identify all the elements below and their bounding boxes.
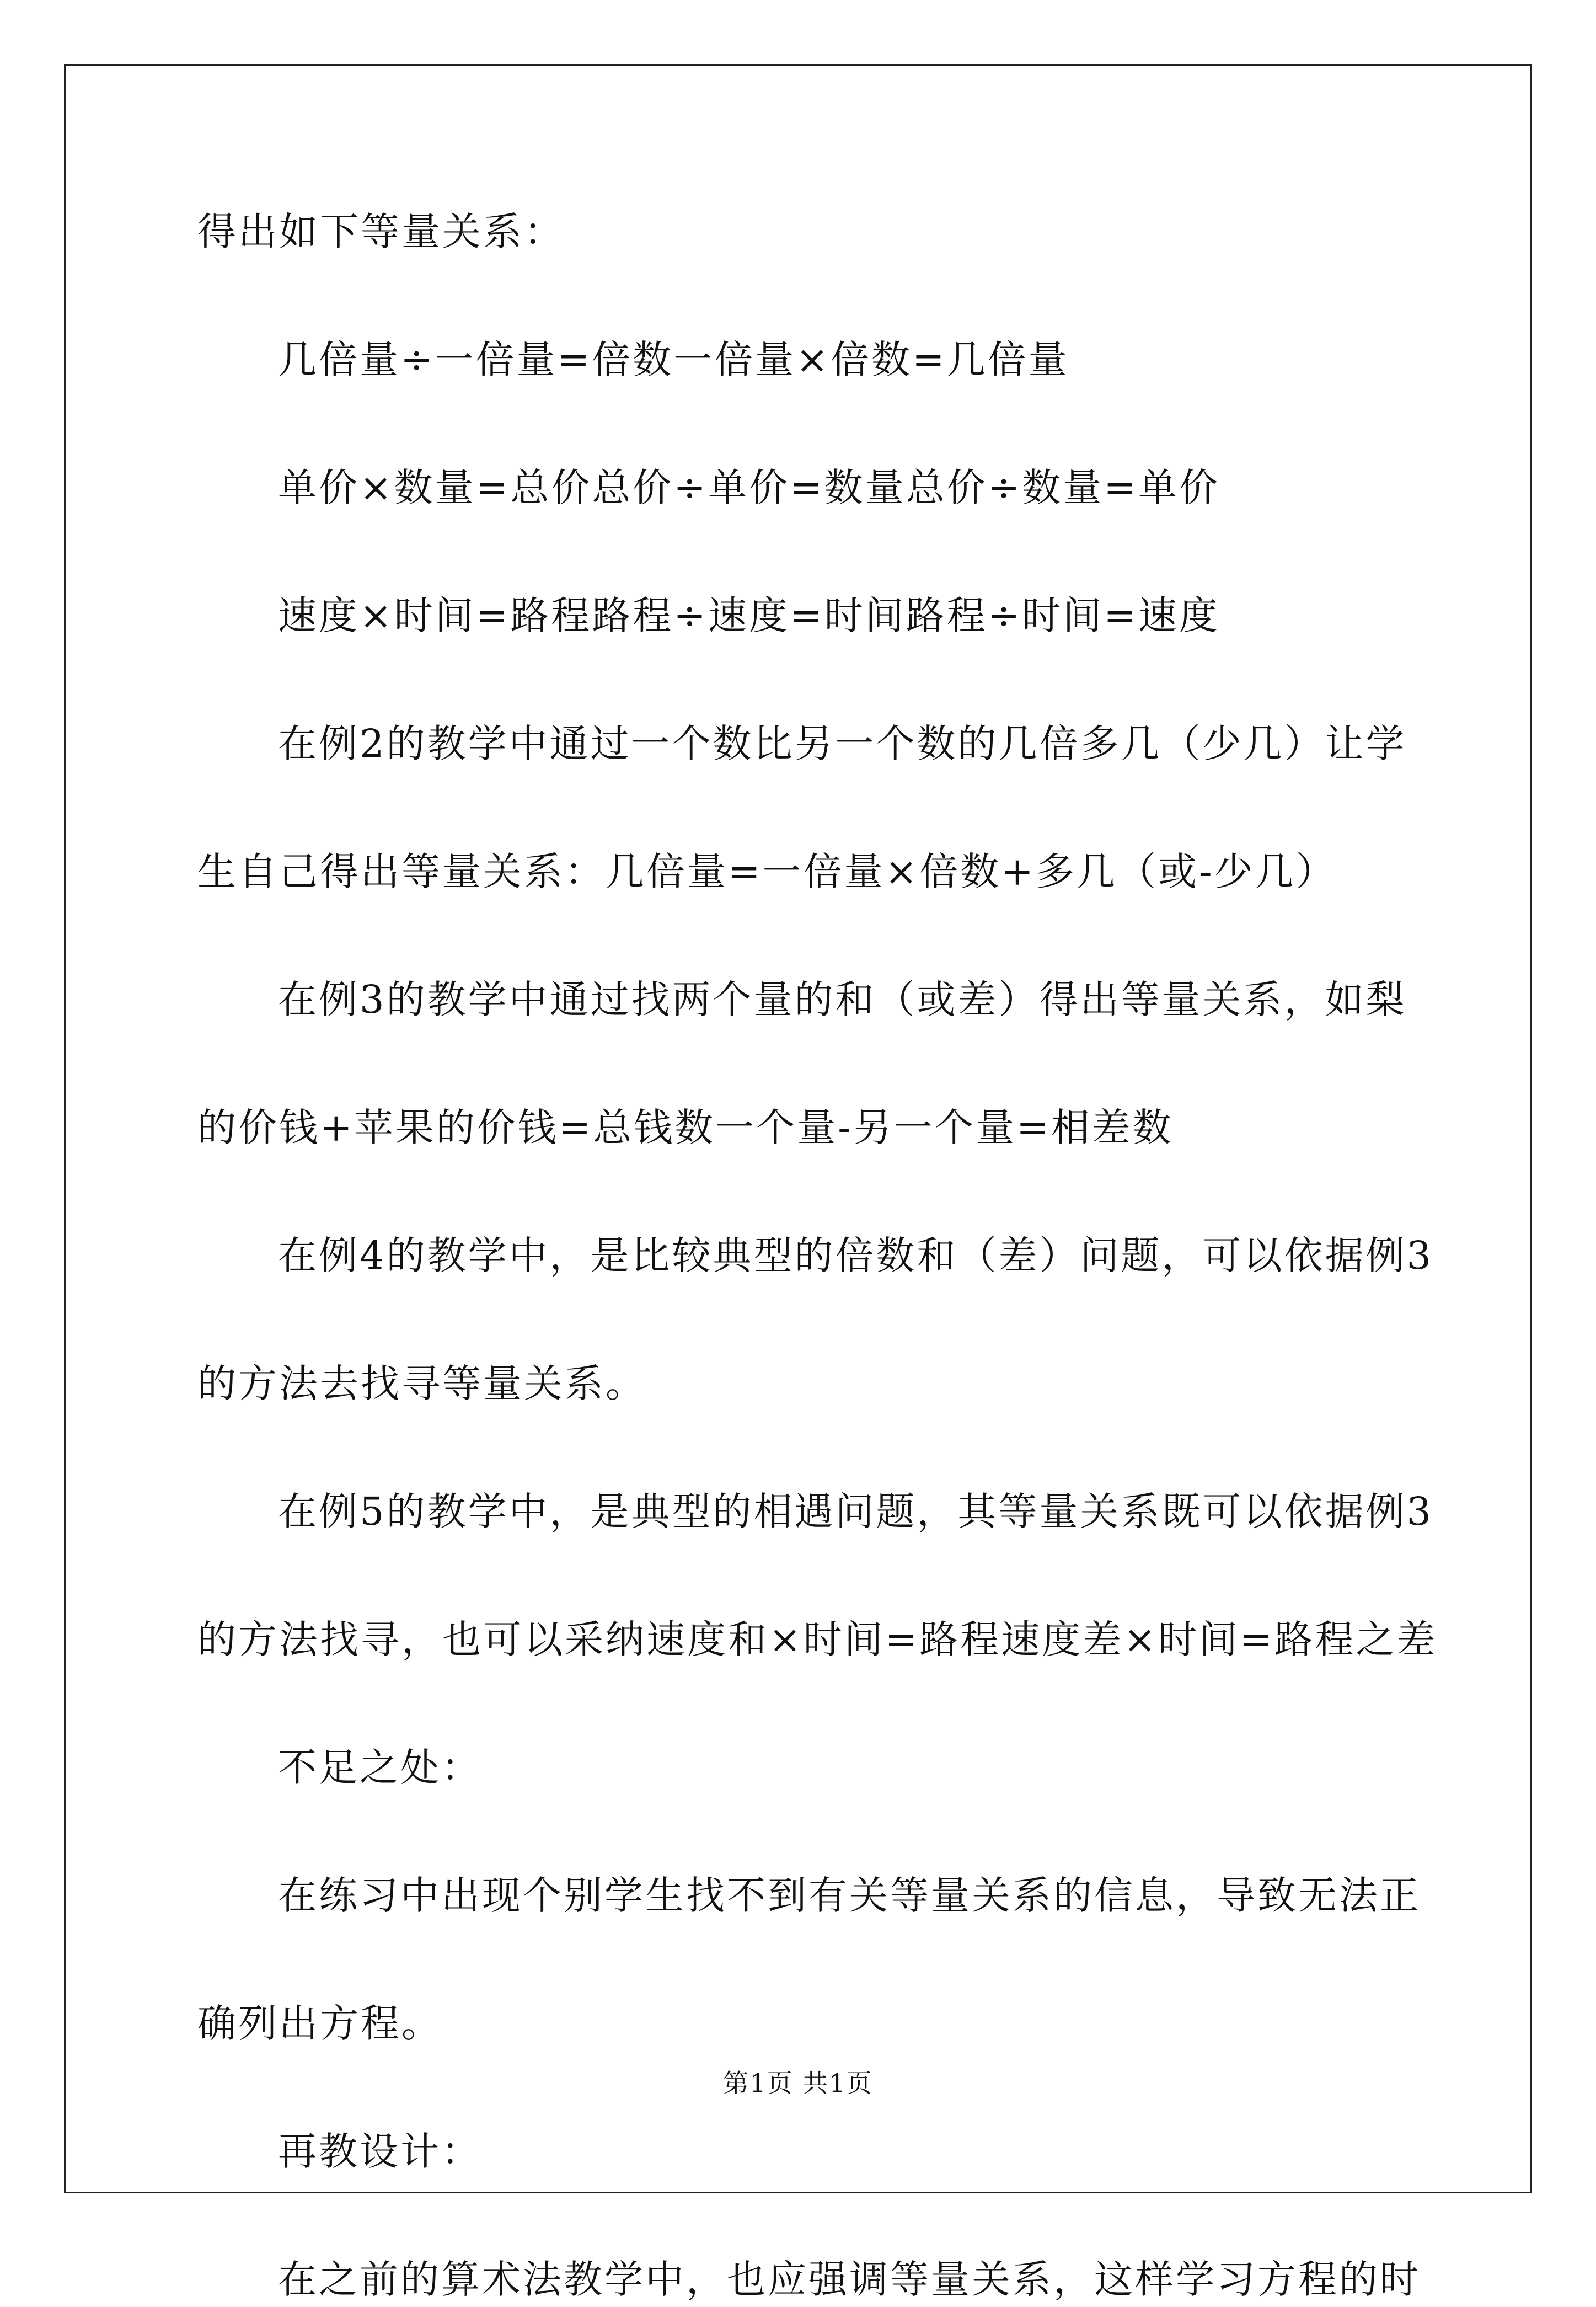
text-line: 在例3的教学中通过找两个量的和（或差）得出等量关系，如梨 bbox=[278, 977, 1407, 1022]
text-line: 在练习中出现个别学生找不到有关等量关系的信息，导致无法正 bbox=[278, 1873, 1421, 1918]
text-line: 在例2的教学中通过一个数比另一个数的几倍多几（少几）让学 bbox=[278, 721, 1407, 766]
text-line: 再教设计： bbox=[278, 2129, 482, 2174]
text-line: 确列出方程。 bbox=[197, 2001, 442, 2046]
text-line: 生自己得出等量关系：几倍量=一倍量×倍数+多几（或-少几） bbox=[197, 849, 1337, 894]
text-line: 得出如下等量关系： bbox=[197, 209, 565, 254]
text-line: 在例4的教学中，是比较典型的倍数和（差）问题，可以依据例3 bbox=[278, 1233, 1434, 1278]
text-line: 在之前的算术法教学中，也应强调等量关系，这样学习方程的时 bbox=[278, 2257, 1421, 2302]
text-line: 单价×数量=总价总价÷单价=数量总价÷数量=单价 bbox=[278, 465, 1220, 510]
text-line: 速度×时间=路程路程÷速度=时间路程÷时间=速度 bbox=[278, 593, 1220, 638]
page-footer: 第1页 共1页 bbox=[723, 2068, 873, 2098]
text-line: 几倍量÷一倍量=倍数一倍量×倍数=几倍量 bbox=[278, 337, 1069, 382]
text-line: 的方法去找寻等量关系。 bbox=[197, 1361, 646, 1406]
text-line: 的价钱+苹果的价钱=总钱数一个量-另一个量=相差数 bbox=[197, 1105, 1174, 1150]
text-line: 在例5的教学中，是典型的相遇问题，其等量关系既可以依据例3 bbox=[278, 1489, 1434, 1534]
text-line: 的方法找寻，也可以采纳速度和×时间=路程速度差×时间=路程之差 bbox=[197, 1617, 1438, 1662]
text-line: 不足之处： bbox=[278, 1745, 482, 1790]
